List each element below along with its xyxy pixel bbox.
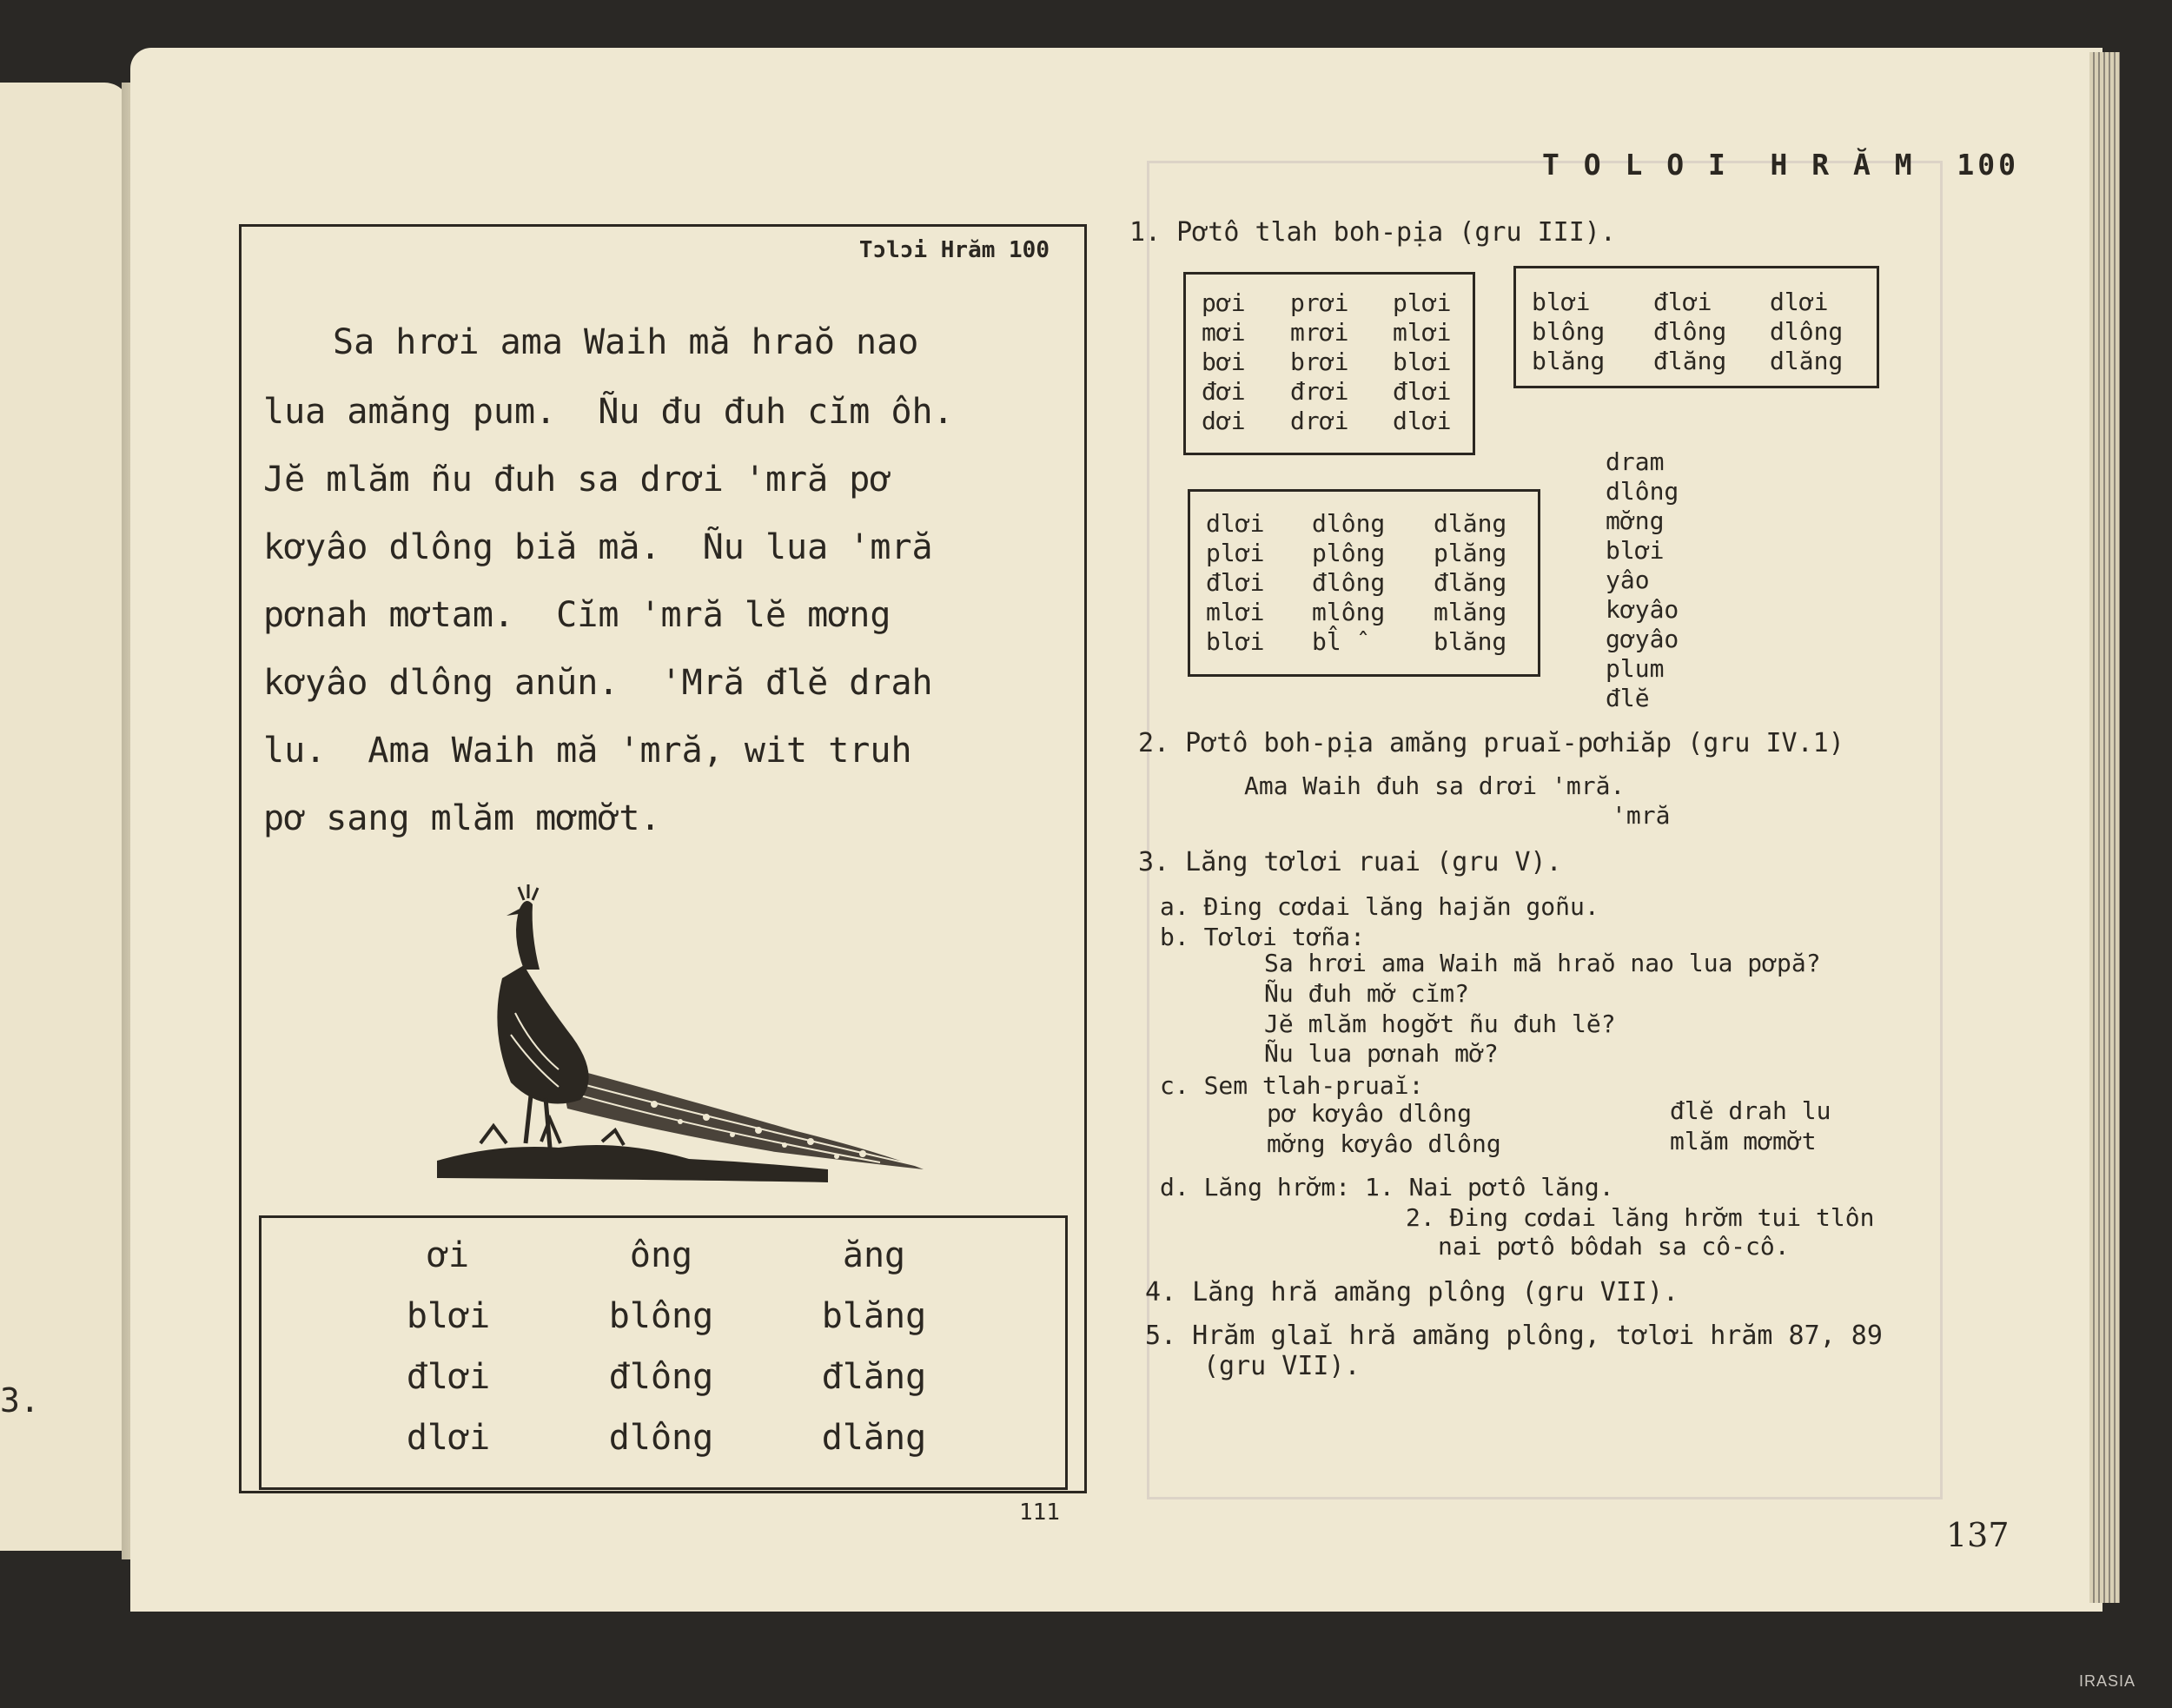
item-3c: c. Sem tlah-pruaĭ: (1160, 1071, 1424, 1100)
card-header: Tɔlɔi Hrăm 100 (858, 237, 1050, 263)
vowel-cell: dlăng (821, 1418, 927, 1458)
phrase: mơ̆ng kơyâo dlông (1267, 1129, 1501, 1158)
phrase: mlăm mơmơ̆t (1670, 1127, 1817, 1155)
phrase: pơ kơyâo dlông (1267, 1099, 1473, 1128)
question: Ñu đuh mơ̆ cĭm? (1264, 979, 1470, 1008)
vowel-cell: đlăng (821, 1357, 927, 1397)
question: Ñu lua pơnah mơ̆? (1264, 1039, 1499, 1068)
item-2: 2. Pơtô boh-pịa amăng pruaĭ-pơhiăp (gru IV.1) (1138, 728, 1844, 758)
item-3: 3. Lăng tơlơi ruai (gru V). (1138, 847, 1562, 877)
story-line: lua amăng pum. Ñu đu đuh cĭm ôh. (263, 392, 954, 432)
item-3d-2: 2. Đing cơdai lăng hrơ̆m tui tlôn (1406, 1203, 1875, 1232)
left-page (0, 83, 130, 1551)
syllable-box-2 (1513, 266, 1879, 388)
story-line: pơ sang mlăm mơmơ̆t. (263, 798, 661, 838)
phrase: đlĕ drah lu (1670, 1096, 1831, 1125)
item-2-example-word: 'mră (1612, 801, 1671, 830)
item-3d: d. Lăng hrơ̆m: 1. Nai pơtô lăng. (1160, 1173, 1614, 1202)
vowel-cell: đlơi (406, 1357, 491, 1397)
story-line: Jĕ mlăm ñu đuh sa drơi 'mră pơ (263, 460, 891, 500)
item-1: 1. Pơtô tlah boh-pịa (gru III). (1129, 217, 1616, 248)
vowel-header: ơi (427, 1235, 470, 1275)
item-3d-3: nai pơtô bôdah sa cô-cô. (1438, 1232, 1790, 1261)
item-4: 4. Lăng hră amăng plông (gru VII). (1145, 1277, 1679, 1307)
item-3b: b. Tơlơi tơña: (1160, 923, 1366, 951)
box2-col3: dlơi dlông dlăng (1770, 288, 1844, 375)
vowel-cell: đlông (608, 1357, 714, 1397)
box2-col1: blơi blông blăng (1532, 288, 1606, 375)
page-number: 137 (1946, 1516, 2010, 1554)
story-line: Sa hrơi ama Waih mă hraŏ nao (333, 322, 919, 362)
box3-col3: dlăng plăng đlăng mlăng blăng (1434, 509, 1507, 656)
lesson-card (239, 224, 1087, 1526)
right-header: T O L O I H R Ă M 100 (1542, 148, 2019, 182)
vowel-header: ăng (842, 1235, 906, 1275)
item-5: 5. Hrăm glaĭ hră amăng plông, tơlơi hrăm 87, 89 (1145, 1321, 1883, 1351)
item-3a: a. Đing cơdai lăng hajăn goñu. (1160, 892, 1599, 921)
box2-col2: đlơi đlông đlăng (1653, 288, 1727, 375)
syllable-box-1 (1183, 272, 1475, 455)
vowel-cell: blơi (406, 1296, 491, 1336)
peacock-illustration (428, 883, 932, 1191)
word-list: dram dlông mơ̆ng blơi yâo kơyâo gơyâo plum đlĕ (1606, 447, 1679, 712)
box1-col3: plơi mlơi blơi đlơi dlơi (1393, 288, 1452, 435)
box3-col2: dlông plông đlông mlông bl̂ ̂ (1312, 509, 1386, 656)
box3-col1: dlơi plơi đlơi mlơi blơi (1206, 509, 1265, 656)
item-2-example: Ama Waih đuh sa drơi 'mră. (1244, 771, 1626, 800)
story-line: kơyâo dlông anŭn. 'Mră đlĕ drah (263, 663, 933, 703)
page-edge (2089, 52, 2120, 1603)
vowel-header: ông (629, 1235, 693, 1275)
vowel-cell: dlơi (406, 1418, 491, 1458)
box1-col1: pơi mơi bơi đơi dơi (1202, 288, 1246, 435)
watermark: IRASIA (2079, 1672, 2136, 1690)
question: Sa hrơi ama Waih mă hraŏ nao lua pơpă? (1264, 949, 1821, 977)
story-line: lu. Ama Waih mă 'mră, wit truh (263, 731, 912, 771)
card-page-number: 111 (1019, 1499, 1060, 1526)
item-5-cont: (gru VII). (1203, 1351, 1361, 1381)
left-page-number: 3. (0, 1381, 40, 1420)
story-line: pơnah mơtam. Cĭm 'mră lĕ mơng (263, 595, 891, 635)
vowel-cell: blăng (821, 1296, 927, 1336)
question: Jĕ mlăm hogơ̆t ñu đuh lĕ? (1264, 1010, 1616, 1038)
vowel-table (259, 1215, 1068, 1490)
box1-col2: prơi mrơi brơi đrơi drơi (1290, 288, 1349, 435)
story-line: kơyâo dlông biă mă. Ñu lua 'mră (263, 527, 933, 567)
vowel-cell: blông (608, 1296, 714, 1336)
syllable-box-3 (1188, 489, 1540, 677)
vowel-cell: dlông (608, 1418, 714, 1458)
